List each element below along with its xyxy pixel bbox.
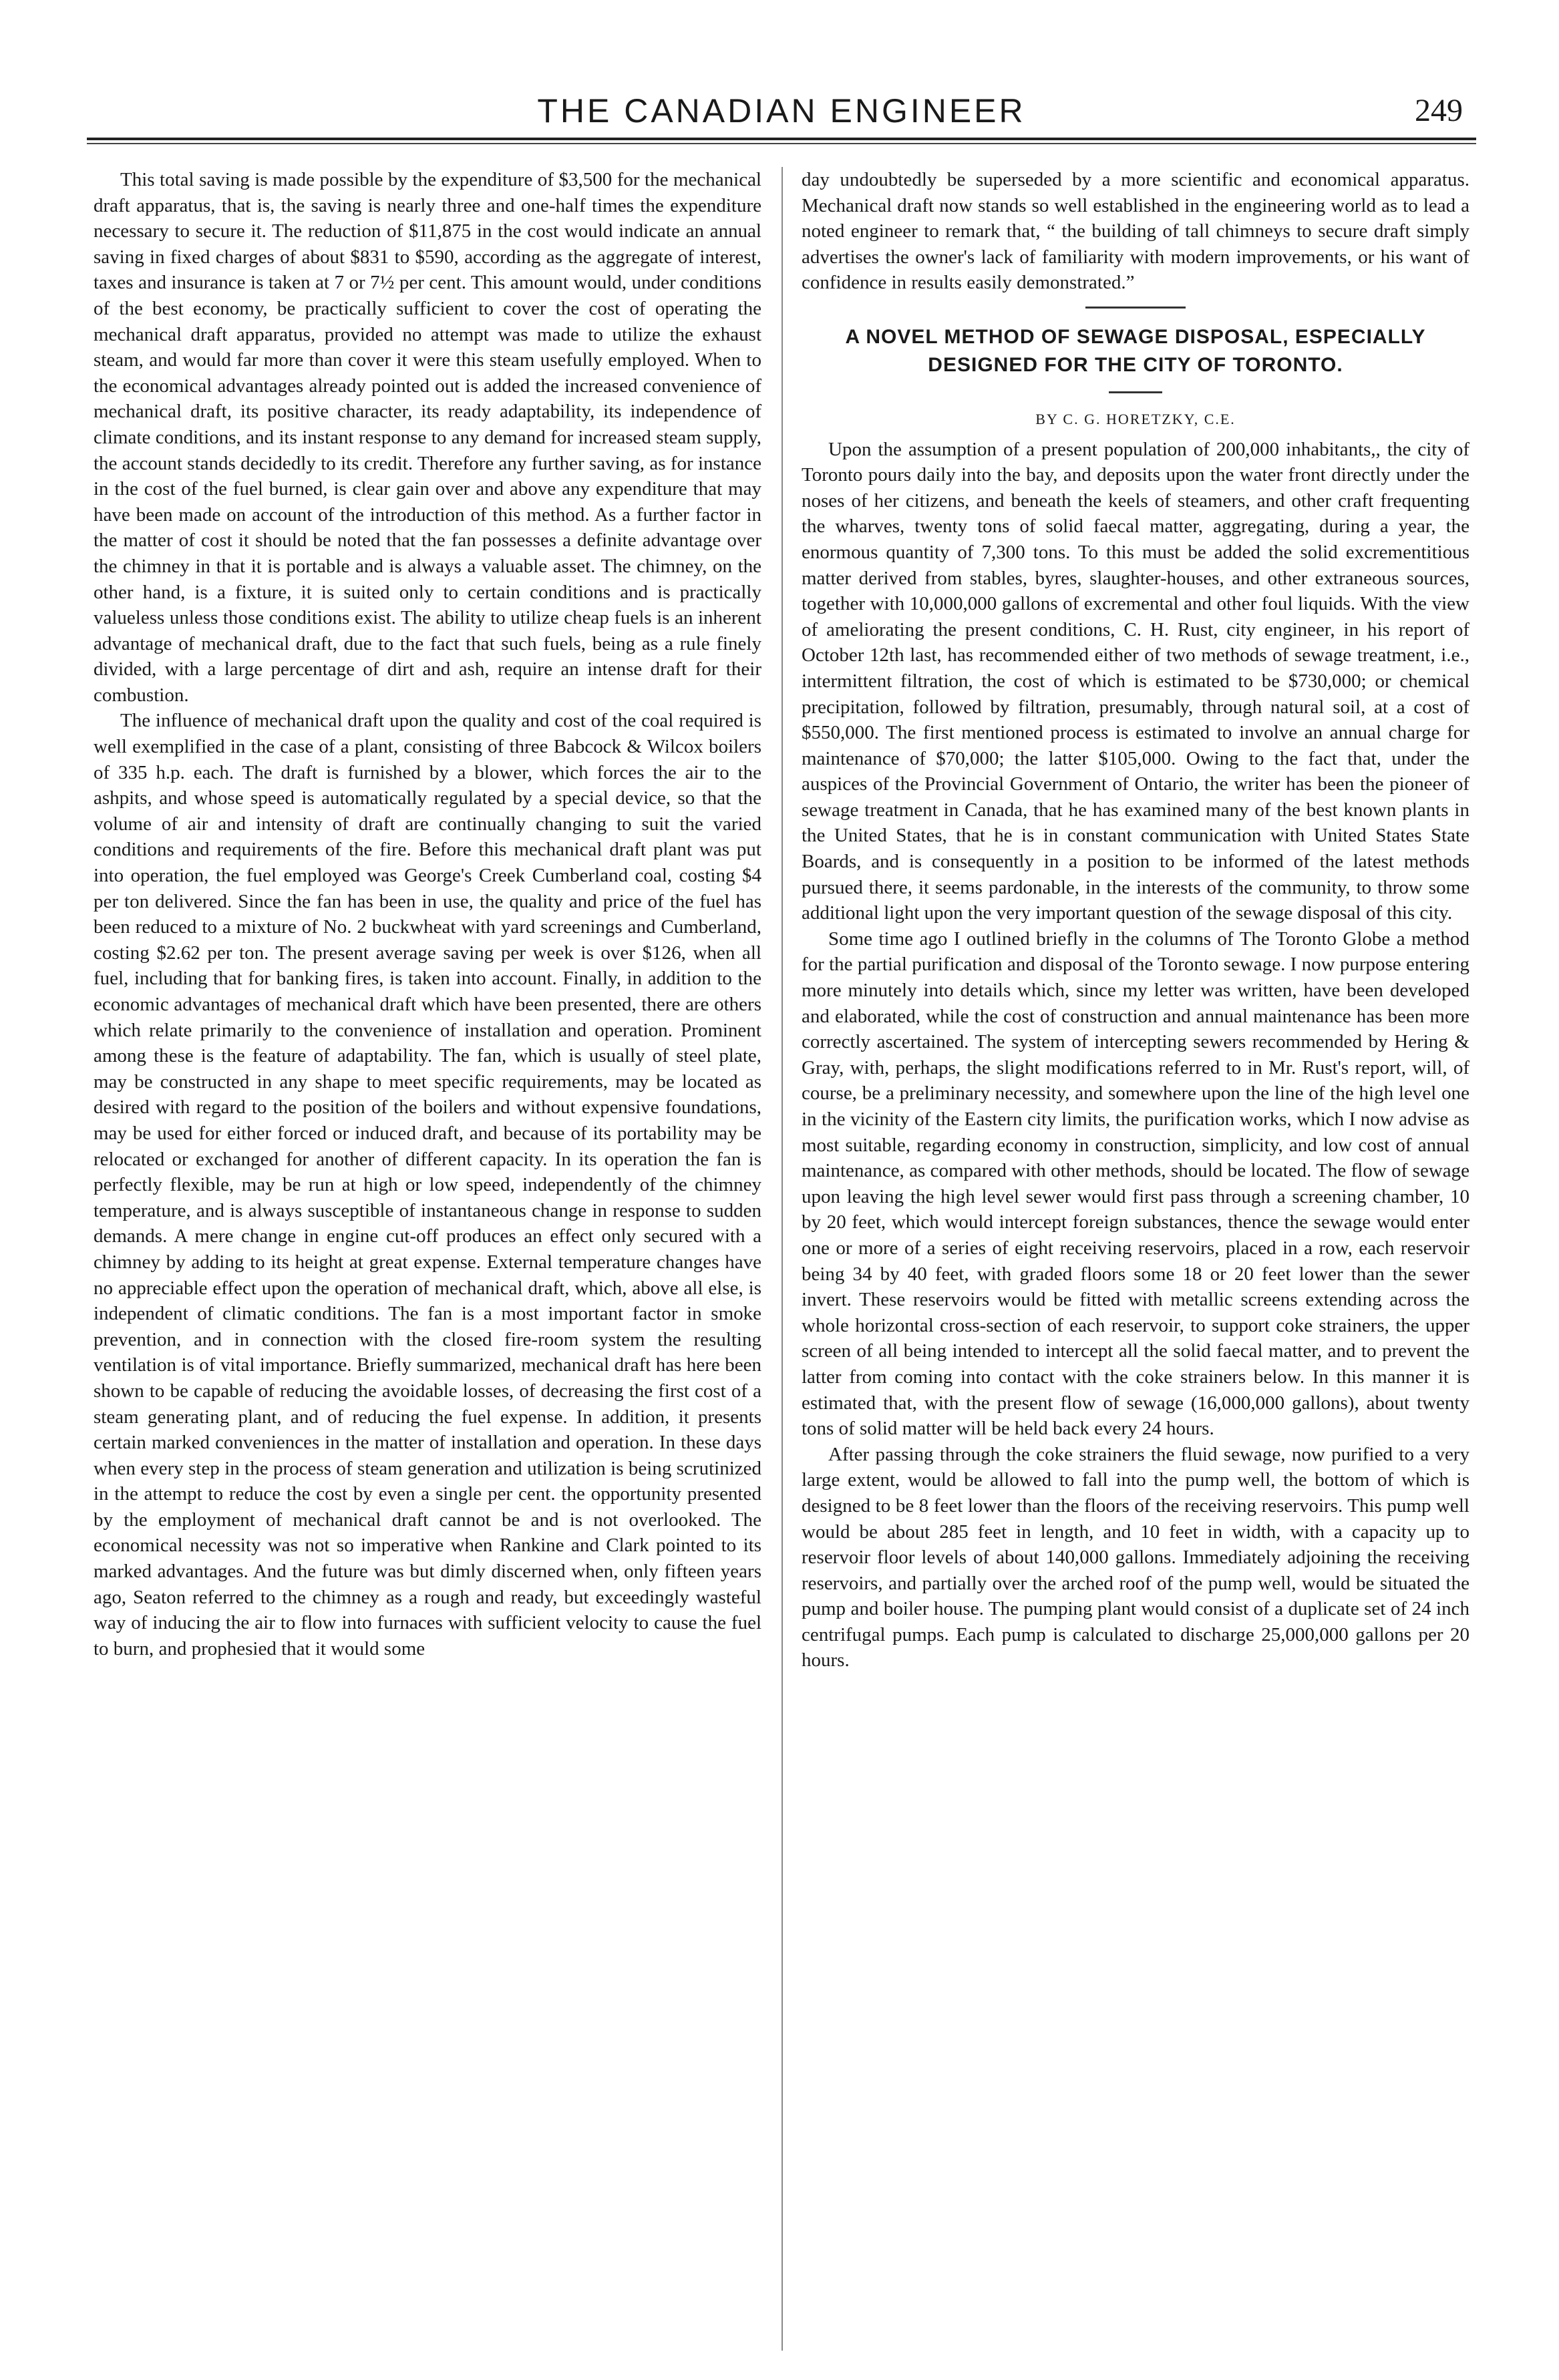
article-separator — [1085, 307, 1186, 309]
article-title: A NOVEL METHOD OF SEWAGE DISPOSAL, ESPECIALLY DESIGNED FOR THE CITY OF TORONTO. — [845, 325, 1426, 376]
right-paragraph-2: Some time ago I outlined briefly in the columns of The Toronto Globe a method for the partial purification and disposal of the Toronto sewage. I now purpose entering more minutely into details which, since my letter was written, have been developed and elaborated, while the cost of construction and annual maintenance has been more correctly ascertained. The system of intercepting sewers recommended by Hering & Gray, with, perhaps, the slight modifications referred to in Mr. Rust's report, will, of course, be a preliminary necessity, and somewhere upon the line of the high level one in the vicinity of the Eastern city limits, the purification works, which I now advise as most suitable, regarding economy in construction, simplicity, and low cost of annual maintenance, as compared with other methods, should be located. The flow of sewage upon leaving the high level sewer would first pass through a screening chamber, 10 by 20 feet, which would intercept foreign substances, thence the sewage would enter one or more of a series of eight receiving reservoirs, placed in a row, each reservoir being 34 by 40 feet, with graded floors some 18 or 20 feet lower than the sewer invert. These reservoirs would be fitted with metallic screens extending across the whole horizontal cross-section of each reservoir, to support coke strainers, the upper screen of all being intended to intercept all the solid faecal matter, and to prevent the latter from coming into contact with the coke strainers below. In this manner it is estimated that, with the present flow of sewage (16,000,000 gallons), about twenty tons of solid matter will be held back every 24 hours. — [802, 928, 1469, 1440]
title-rule — [1109, 391, 1162, 393]
left-paragraph-1: This total saving is made possible by the expenditure of $3,500 for the mechanical draft apparatus, that is, the saving is nearly three and one-half times the expenditure necessary to secure it. The reduction of $11,875 in the cost would indicate an annual saving in fixed charges of about $831 to $590, according as the aggregate of interest, taxes and insurance is taken at 7 or 7½ per cent. This amount would, under conditions of the best economy, be practically sufficient to cover the cost of operating the mechanical draft apparatus, provided no attempt was made to utilize the exhaust steam, and would far more than cover it were this steam usefully employed. When to the economical advantages already pointed out is added the increased convenience of mechanical draft, its positive character, its ready adaptability, its independence of climate conditions, and its instant response to any demand for increased steam supply, the account stands decidedly to its credit. Therefore any further saving, as for instance in the cost of the fuel burned, is clear gain over and above any expenditure that may have been made on account of the introduction of this method. As a further factor in the matter of cost it should be noted that the fan possesses a definite advantage over the chimney in that it is portable and is always a valuable asset. The chimney, on the other hand, is a fixture, it is suited only to certain conditions and is practically valueless unless those conditions exist. The ability to utilize cheap fuels is an inherent advantage of mechanical draft, due to the fact that such fuels, being as a rule finely divided, with a large percentage of dirt and ash, require an intense draft for their combustion. — [94, 169, 761, 706]
running-head — [87, 91, 1476, 138]
column-divider — [782, 167, 783, 2351]
header-rule — [87, 138, 1476, 140]
right-paragraph-3: After passing through the coke strainers the fluid sewage, now purified to a very large extent, would be allowed to fall into the pump well, the bottom of which is designed to be 8 feet lower than the floors of the receiving reservoirs. This pump well would be about 285 feet in length, and 10 feet in width, with a capacity up to reservoir floor levels of about 140,000 gallons. Immediately adjoining the receiving reservoirs, and partially over the arched roof of the pump well, would be situated the pump and boiler house. The pumping plant would consist of a duplicate set of 24 inch centrifugal pumps. Each pump is calculated to discharge 25,000,000 gallons per 20 hours. — [802, 1443, 1469, 1671]
left-paragraph-2: The influence of mechanical draft upon the quality and cost of the coal required is well exemplified in the case of a plant, consisting of three Babcock & Wilcox boilers of 335 h.p. each. The draft is furnished by a blower, which forces the air to the ashpits, and whose speed is automatically regulated by a special device, so that the volume of air and intensity of draft are continually changing to suit the varied conditions and requirements of the fire. Before this mechanical draft plant was put into operation, the fuel employed was George's Creek Cumberland coal, costing $4 per ton delivered. Since the fan has been in use, the quality and price of the fuel has been reduced to a mixture of No. 2 buckwheat with yard screenings and Cumberland, costing $2.62 per ton. The present average saving per week is over $126, when all fuel, including that for banking fires, is taken into account. Finally, in addition to the economic advantages of mechanical draft which have been presented, there are others which relate primarily to the convenience of installation and operation. Prominent among these is the feature of adaptability. The fan, which is usually of steel plate, may be constructed in any shape to meet specific requirements, may be located as desired with regard to the position of the boilers and without expensive foundations, may be used for either forced or induced draft, and because of its portability may be relocated or exchanged for another of different capacity. In its operation the fan is perfectly flexible, may be run at high or low speed, independently of the chimney temperature, and is always susceptible of instantaneous change in response to sudden demands. A mere change in engine cut-off produces an effect only secured with a chimney by adding to its height at great expense. External temperature changes have no appreciable effect upon the operation of mechanical draft, which, above all else, is independent of climatic conditions. The fan is a most important factor in smoke prevention, and in connection with the closed fire-room system the resulting ventilation is of vital importance. Briefly summarized, mechanical draft has here been shown to be capable of reducing the avoidable losses, of decreasing the first cost of a steam generating plant, and of reducing the fuel expense. In addition, it presents certain marked conveniences in the matter of installation and operation. In these days when every step in the process of steam generation and utilization is being scrutinized in the attempt to reduce the cost by even a single per cent. the opportunity presented by the employment of mechanical draft cannot be and is not overlooked. The economical necessity was not so imperative when Rankine and Clark pointed to its marked advantages. And the future was but dimly discerned when, only fifteen years ago, Seaton referred to the chimney as a rough and ready, but exceedingly wasteful way of inducing the air to flow into furnaces with sufficient velocity to cause the fuel to burn, and prophesied that it would some — [94, 710, 761, 1659]
continued-paragraph: day undoubtedly be superseded by a more scientific and economical apparatus. Mechanical draft now stands so well established in the engineering world as to lead a noted engineer to remark that, “ the building of tall chimneys to secure draft simply advertises the owner's lack of familiarity with modern improvements, or his want of confidence in results easily demonstrated.” — [802, 169, 1469, 294]
journal-title: THE CANADIAN ENGINEER — [537, 92, 1026, 130]
byline: BY C. G. HORETZKY, C.E. — [1035, 410, 1236, 427]
page-number: 249 — [1415, 93, 1463, 128]
header-rule-thin — [87, 143, 1476, 144]
left-column — [94, 167, 761, 1661]
right-paragraph-1: Upon the assumption of a present population of 200,000 inhabitants,, the city of Toronto pours daily into the bay, and deposits upon the water front directly under the noses of her citizens, and beneath the keels of steamers, and other craft frequenting the wharves, twenty tons of solid faecal matter, aggregating, during a year, the enormous quantity of 7,300 tons. To this must be added the solid excrementitious matter derived from stables, byres, slaughter-houses, and other extraneous sources, together with 10,000,000 gallons of excremental and other foul liquids. With the view of ameliorating the present conditions, C. H. Rust, city engineer, in his report of October 12th last, has recommended either of two methods of sewage treatment, i.e., intermittent filtration, the cost of which is estimated to be $730,000; or chemical precipitation, followed by filtration, presumably, through natural soil, at a cost of $550,000. The first mentioned process is estimated to involve an annual charge for maintenance of $70,000; the latter $105,000. Owing to the fact that, under the auspices of the Provincial Government of Ontario, the writer has been the pioneer of sewage treatment in Canada, that he has examined many of the best known plants in the United States, that he is in constant communication with United States State Boards, and is consequently in a position to be informed of the latest methods pursued there, it seems pardonable, in the interests of the community, to throw some additional light upon the very important question of the sewage disposal of this city. — [802, 438, 1469, 924]
right-column — [802, 167, 1469, 1673]
